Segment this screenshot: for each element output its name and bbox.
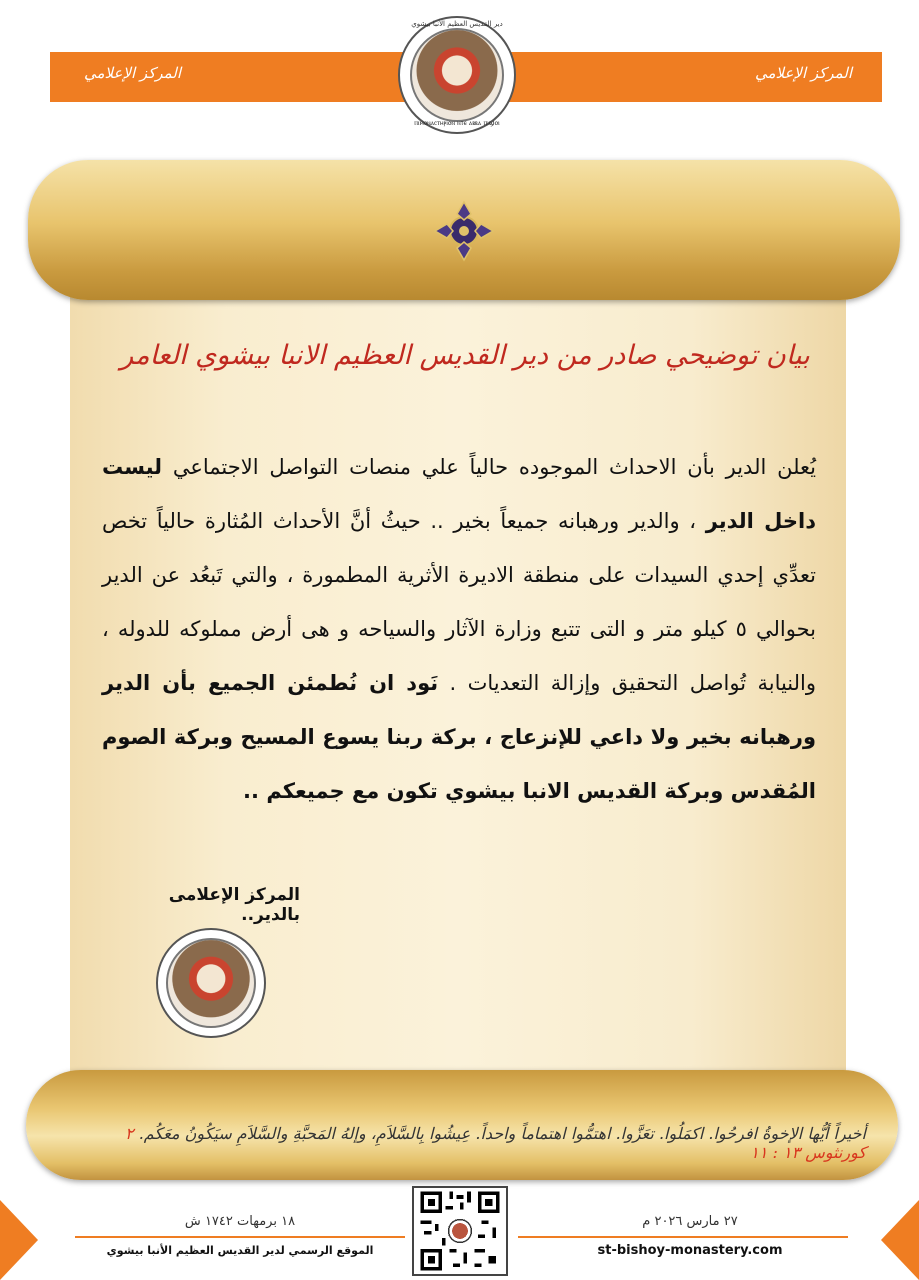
statement-reassurance: نَود ان نُطمئن الجميع بأن الدير ورهبانه بخير ولا داعي للإنزعاج ، بركة ربنا يسوع المسيح وبركة الصوم المُقدس وبركة القديس الانبا بيشوي تكون مع جميعكم .. xyxy=(102,671,816,803)
footer-divider-left xyxy=(75,1236,405,1238)
bible-verse xyxy=(60,1124,866,1162)
statement-p2: ، والدير ورهبانه جميعاً بخير .. حيثُ أنَّ الأحداث المُثارة حالياً تخص تعدِّي إحدي السيدات على منطقة الاديرة الأثرية المطمورة ، والتي تَبعُد عن الدير بحوالي ٥ كيلو متر و التى تتبع وزارة الآثار والسياحه و هى أرض مملوكه للدوله ، والنيابة تُواصل التحقيق وإزالة التعديات . xyxy=(102,509,817,695)
footer-corner-right xyxy=(881,1200,919,1280)
statement-body xyxy=(102,440,816,818)
footer-corner-left xyxy=(0,1200,38,1280)
date-gregorian: ٢٧ مارس ٢٠٢٦ م xyxy=(642,1214,738,1229)
website-link[interactable]: st-bishoy-monastery.com xyxy=(597,1243,783,1258)
date-coptic: ١٨ برمهات ١٧٤٢ ش xyxy=(184,1214,296,1229)
verse-text: أخيراً أيُّها الإخوةُ افرحُوا. اكمَلُوا. تعَزَّوا. اهتمُّوا اهتماماً واحداً. عِيشُوا بِالسَّلاَمِ، وإلهُ المَحبَّةِ والسَّلاَمِ سيَكُونُ معَكُم. xyxy=(138,1124,866,1143)
header-label-right: المركز الإعلامي xyxy=(754,64,852,82)
qr-code[interactable] xyxy=(412,1186,508,1276)
statement-highlight: ليست داخل الدير xyxy=(102,455,816,533)
coptic-cross-icon xyxy=(433,200,495,262)
monastery-seal-logo xyxy=(398,16,516,134)
document-title: بيان توضيحي صادر من دير القديس العظيم الانبا بيشوي العامر xyxy=(120,340,810,371)
seal-text-top: دير القديس العظيم الأنبا بيشوي xyxy=(411,20,503,28)
statement-p1: يُعلن الدير بأن الاحداث الموجوده حالياً علي منصات التواصل الاجتماعي xyxy=(172,455,816,479)
verse-reference: ٢ كورنثوس ١٣ : ١١ xyxy=(125,1124,866,1162)
monastery-seal-logo-small xyxy=(156,928,266,1038)
signature: المركز الإعلامى بالدير.. xyxy=(168,885,300,925)
seal-text-bottom: ⲡⲓⲙⲟⲛⲁⲥⲧⲏⲣⲓⲟⲛ ⲛⲧⲉ ⲁⲃⲃⲁ ⲡⲓϣⲟⲓ xyxy=(414,119,500,127)
header-label-left: المركز الإعلامي xyxy=(84,64,182,82)
footer-divider-right xyxy=(518,1236,848,1238)
official-site-label: الموقع الرسمي لدير القديس العظيم الأنبا بيشوي xyxy=(106,1244,374,1257)
